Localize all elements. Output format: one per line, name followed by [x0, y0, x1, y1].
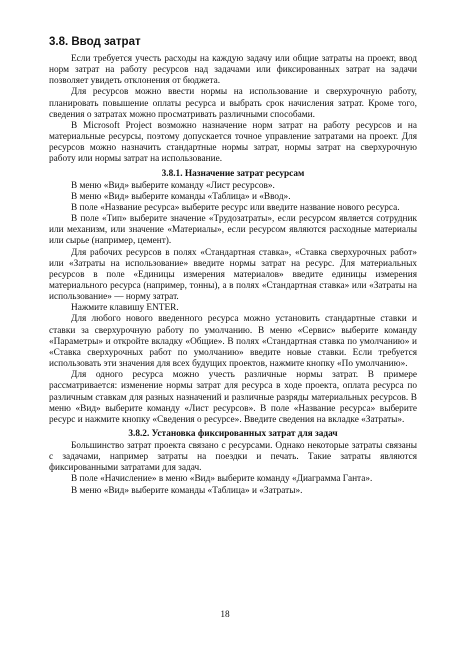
subsection-1-paragraph-2: В меню «Вид» выберите команды «Таблица» и «Ввод».	[71, 191, 291, 202]
subsection-2-paragraph-3: В меню «Вид» выберите команды «Таблица» и «Затраты».	[71, 485, 303, 496]
intro-paragraph-3: В Microsoft Project возможно назначение норм затрат на работу ресурсов и на материальные ресурсы, поэтому допускается точное управление затратами на проект. Для ресурсов можно назначить стандартные нормы затрат, нормы затрат на сверхурочную работу или нормы затрат на использование.	[49, 120, 417, 165]
subsection-1-paragraph-7: Для любого нового введенного ресурса можно установить стандартные ставки и ставки за сверхурочную работу по умолчанию. В меню «Сервис» выберите команду «Параметры» и откройте вкладку «Общие». В полях «Стандартная ставка по умолчанию» и «Ставка сверхурочных работ по умолчанию» введите новые ставки. Если требуется использовать эти значения для всех будущих проектов, нажмите кнопку «По умолчанию».	[49, 314, 417, 370]
intro-paragraph-2: Для ресурсов можно ввести нормы на использование и сверхурочную работу, планировать повышение оплаты ресурса и выбрать срок начисления затрат. Кроме того, сведения о затратах можно просматривать различными способами.	[49, 87, 417, 120]
page-body	[49, 36, 417, 497]
subsection-1-paragraph-4: В поле «Тип» выберите значение «Трудозатраты», если ресурсом является сотрудник или механизм, или значение «Материалы», если ресурсом являются расходные материалы или сырье (например, цемент).	[49, 214, 417, 247]
intro-paragraph-1: Если требуется учесть расходы на каждую задачу или общие затраты на проект, ввод норм затрат на работу ресурсов над задачами или фиксированных затрат на задачи позволяет увидеть отклонения от бюджета.	[49, 54, 417, 87]
subsection-1-paragraph-1: В меню «Вид» выберите команду «Лист ресурсов».	[71, 180, 275, 191]
subsection-1-paragraph-5: Для рабочих ресурсов в полях «Стандартная ставка», «Ставка сверхурочных работ» или «Затраты на использование» введите нормы затрат на ресурс. Для материальных ресурсов в поле «Единицы измерения материалов» введите единицы измерения материального ресурса (например, тонны), а в полях «Стандартная ставка» или «Затраты на использование» — норму затрат.	[49, 247, 417, 303]
subsection-1-paragraph-8: Для одного ресурса можно учесть различные нормы затрат. В примере рассматривается: изменение нормы затрат для ресурса в ходе проекта, оплата ресурса по различным ставкам для разных назначений и различные разряды материальных ресурсов. В меню «Вид» выберите команду «Лист ресурсов». В поле «Название ресурса» выберите ресурс и нажмите кнопку «Сведения о ресурсе». Введите сведения на вкладке «Затраты».	[49, 370, 417, 425]
subsection-1-title: 3.8.1. Назначение затрат ресурсам	[161, 168, 305, 179]
section-title: 3.8. Ввод затрат	[49, 36, 141, 48]
subsection-1-paragraph-3: В поле «Название ресурса» выберите ресурс или введите название нового ресурса.	[71, 202, 400, 213]
subsection-2-title: 3.8.2. Установка фиксированных затрат для задач	[128, 429, 338, 439]
page-number: 18	[220, 610, 230, 620]
subsection-1-paragraph-6: Нажмите клавишу ENTER.	[71, 303, 179, 314]
subsection-2-paragraph-2: В поле «Начисление» в меню «Вид» выберите команду «Диаграмма Ганта».	[71, 474, 373, 485]
subsection-2-paragraph-1: Большинство затрат проекта связано с ресурсами. Однако некоторые затраты связаны с задачами, например затраты на поездки и печать. Такие затраты являются фиксированными затратами для задач.	[49, 441, 417, 474]
